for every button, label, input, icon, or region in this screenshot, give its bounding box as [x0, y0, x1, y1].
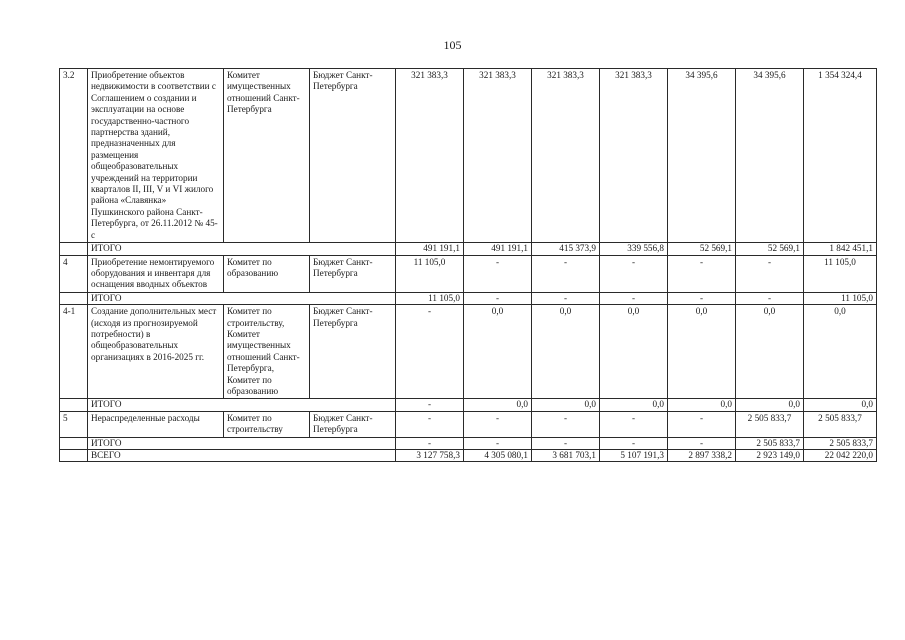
amount-cell: 11 105,0: [396, 292, 464, 304]
funding-source-cell: Бюджет Санкт-Петербурга: [310, 69, 396, 243]
amount-cell: 1 842 451,1: [804, 243, 877, 255]
row-number-cell: [60, 292, 88, 304]
amount-cell: 415 373,9: [532, 243, 600, 255]
subtotal-label: ИТОГО: [88, 399, 396, 411]
amount-cell: 491 191,1: [396, 243, 464, 255]
amount-cell: 11 105,0: [396, 255, 464, 292]
amount-cell: 321 383,3: [532, 69, 600, 243]
row-number-cell: 4: [60, 255, 88, 292]
subtotal-row: [60, 399, 877, 411]
measure-name-cell: Приобретение немонтируемого оборудования и инвентаря для оснащения вводных объектов: [88, 255, 224, 292]
measure-name-cell: Нераспределенные расходы: [88, 411, 224, 437]
executor-cell: Комитет по строительству, Комитет имущественных отношений Санкт-Петербурга, Комитет по образованию: [224, 305, 310, 399]
amount-cell: 339 556,8: [600, 243, 668, 255]
funding-source-cell: Бюджет Санкт-Петербурга: [310, 411, 396, 437]
grand-total-label: ВСЕГО: [88, 450, 396, 462]
subtotal-label: ИТОГО: [88, 292, 396, 304]
amount-cell: 2 923 149,0: [736, 450, 804, 462]
budget-table: [59, 68, 877, 462]
amount-cell: 0,0: [804, 305, 877, 399]
amount-cell: 0,0: [464, 399, 532, 411]
row-number-cell: 3.2: [60, 69, 88, 243]
amount-cell: -: [668, 437, 736, 449]
amount-cell: 22 042 220,0: [804, 450, 877, 462]
amount-cell: -: [464, 411, 532, 437]
amount-cell: 2 505 833,7: [736, 437, 804, 449]
amount-cell: 2 897 338,2: [668, 450, 736, 462]
amount-cell: 11 105,0: [804, 255, 877, 292]
grand-total-row: [60, 450, 877, 462]
executor-cell: Комитет по образованию: [224, 255, 310, 292]
amount-cell: 0,0: [532, 305, 600, 399]
amount-cell: 5 107 191,3: [600, 450, 668, 462]
amount-cell: -: [600, 411, 668, 437]
table-row: [60, 255, 877, 292]
row-number-cell: [60, 450, 88, 462]
amount-cell: 52 569,1: [736, 243, 804, 255]
amount-cell: -: [600, 255, 668, 292]
amount-cell: 321 383,3: [396, 69, 464, 243]
amount-cell: 34 395,6: [736, 69, 804, 243]
table-row: [60, 305, 877, 399]
table-row: [60, 411, 877, 437]
measure-name-cell: Создание дополнительных мест (исходя из прогнозируемой потребности) в общеобразовательных организациях в 2016-2025 гг.: [88, 305, 224, 399]
amount-cell: -: [396, 305, 464, 399]
subtotal-row: [60, 292, 877, 304]
amount-cell: 321 383,3: [600, 69, 668, 243]
page-number: 105: [443, 38, 462, 52]
amount-cell: -: [532, 255, 600, 292]
amount-cell: -: [736, 255, 804, 292]
amount-cell: -: [668, 255, 736, 292]
executor-cell: Комитет по строительству: [224, 411, 310, 437]
amount-cell: -: [532, 292, 600, 304]
amount-cell: 0,0: [600, 399, 668, 411]
amount-cell: -: [532, 437, 600, 449]
amount-cell: 2 505 833,7: [736, 411, 804, 437]
row-number-cell: 4-1: [60, 305, 88, 399]
amount-cell: -: [464, 255, 532, 292]
amount-cell: 52 569,1: [668, 243, 736, 255]
row-number-cell: [60, 399, 88, 411]
amount-cell: 4 305 080,1: [464, 450, 532, 462]
amount-cell: -: [668, 411, 736, 437]
row-number-cell: [60, 437, 88, 449]
measure-name-cell: Приобретение объектов недвижимости в соответствии с Соглашением о создании и эксплуатации на основе государственно-частного партнерства зданий, предназначенных для размещения общеобразовательных учреждений на территории кварталов II, III, V и VI жилого района «Славянка» Пушкинского района Санкт-Петербурга, от 26.11.2012 № 45-с: [88, 69, 224, 243]
amount-cell: 2 505 833,7: [804, 437, 877, 449]
funding-source-cell: Бюджет Санкт-Петербурга: [310, 305, 396, 399]
amount-cell: -: [736, 292, 804, 304]
amount-cell: 1 354 324,4: [804, 69, 877, 243]
amount-cell: 0,0: [736, 305, 804, 399]
amount-cell: -: [532, 411, 600, 437]
amount-cell: 34 395,6: [668, 69, 736, 243]
subtotal-label: ИТОГО: [88, 243, 396, 255]
amount-cell: -: [396, 411, 464, 437]
amount-cell: -: [464, 437, 532, 449]
amount-cell: 0,0: [464, 305, 532, 399]
amount-cell: -: [668, 292, 736, 304]
subtotal-label: ИТОГО: [88, 437, 396, 449]
table-row: [60, 69, 877, 243]
funding-source-cell: Бюджет Санкт-Петербурга: [310, 255, 396, 292]
amount-cell: -: [600, 292, 668, 304]
amount-cell: 0,0: [668, 305, 736, 399]
amount-cell: 2 505 833,7: [804, 411, 877, 437]
amount-cell: 11 105,0: [804, 292, 877, 304]
amount-cell: 491 191,1: [464, 243, 532, 255]
subtotal-row: [60, 437, 877, 449]
amount-cell: -: [464, 292, 532, 304]
subtotal-row: [60, 243, 877, 255]
amount-cell: 0,0: [600, 305, 668, 399]
amount-cell: 321 383,3: [464, 69, 532, 243]
amount-cell: 0,0: [804, 399, 877, 411]
row-number-cell: 5: [60, 411, 88, 437]
executor-cell: Комитет имущественных отношений Санкт-Петербурга: [224, 69, 310, 243]
amount-cell: -: [600, 437, 668, 449]
amount-cell: -: [396, 399, 464, 411]
amount-cell: 0,0: [532, 399, 600, 411]
amount-cell: 0,0: [736, 399, 804, 411]
budget-table-body: [60, 69, 877, 462]
amount-cell: -: [396, 437, 464, 449]
amount-cell: 3 681 703,1: [532, 450, 600, 462]
amount-cell: 3 127 758,3: [396, 450, 464, 462]
row-number-cell: [60, 243, 88, 255]
amount-cell: 0,0: [668, 399, 736, 411]
